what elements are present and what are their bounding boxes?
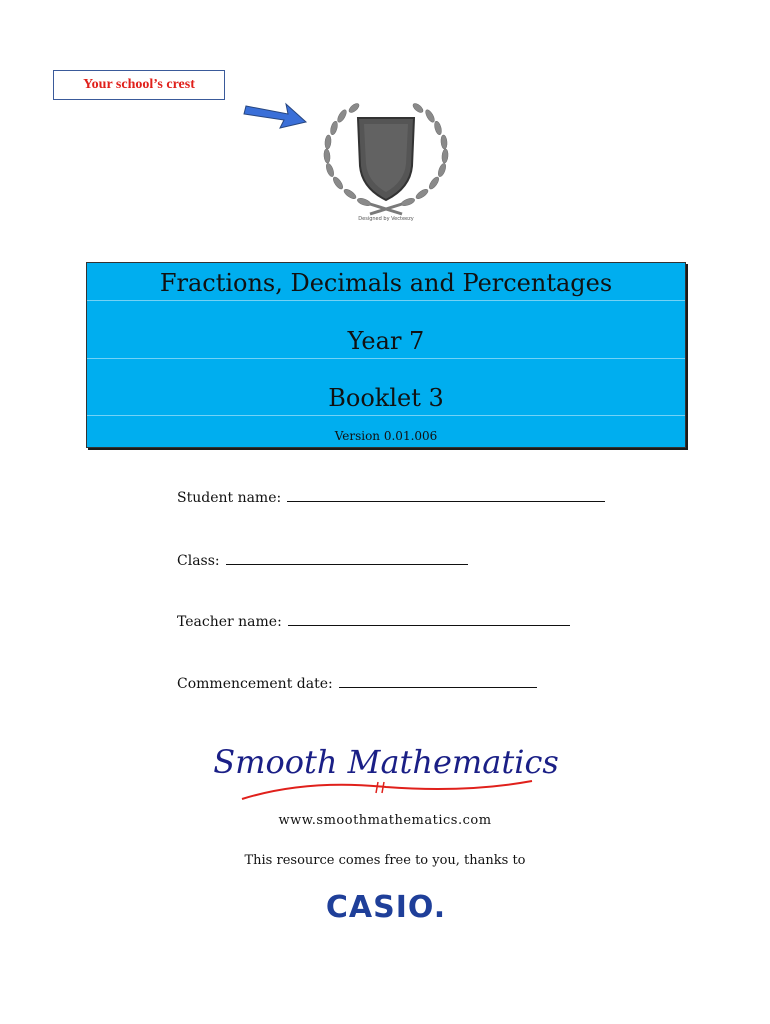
logo-text: Smooth Mathematics: [213, 743, 559, 781]
class-field[interactable]: [177, 553, 468, 569]
commencement-date-label: Commencement date:: [177, 676, 333, 692]
commencement-date-field[interactable]: [177, 676, 537, 692]
title-divider: [87, 415, 685, 416]
arrow-right-icon: [244, 96, 308, 132]
casio-logo: [310, 888, 462, 924]
class-label: Class:: [177, 553, 220, 569]
student-name-label: Student name:: [177, 490, 282, 506]
year-label: Year 7: [347, 327, 425, 355]
title-divider: [87, 358, 685, 359]
school-crest-emblem: [314, 88, 458, 224]
teacher-name-field[interactable]: [177, 614, 570, 630]
thanks-text: This resource comes free to you, thanks to: [244, 853, 526, 868]
crest-credit: Designed by Vecteezy: [358, 216, 414, 222]
casio-logo-text: CASIO.: [325, 890, 447, 925]
booklet-number: Booklet 3: [328, 384, 444, 412]
teacher-name-line[interactable]: [288, 615, 570, 626]
title-divider: [87, 300, 685, 301]
version-label: Version 0.01.006: [334, 429, 438, 443]
teacher-name-label: Teacher name:: [177, 614, 282, 630]
student-name-field[interactable]: [177, 490, 605, 506]
title-box: [86, 262, 686, 448]
website-url[interactable]: www.smoothmathematics.com: [278, 813, 492, 828]
crest-label: Your school’s crest: [53, 70, 225, 100]
student-name-line[interactable]: [287, 491, 605, 502]
booklet-title: Fractions, Decimals and Percentages: [159, 269, 613, 297]
smooth-mathematics-logo: [213, 735, 559, 807]
class-line[interactable]: [226, 554, 468, 565]
commencement-date-line[interactable]: [339, 677, 537, 688]
